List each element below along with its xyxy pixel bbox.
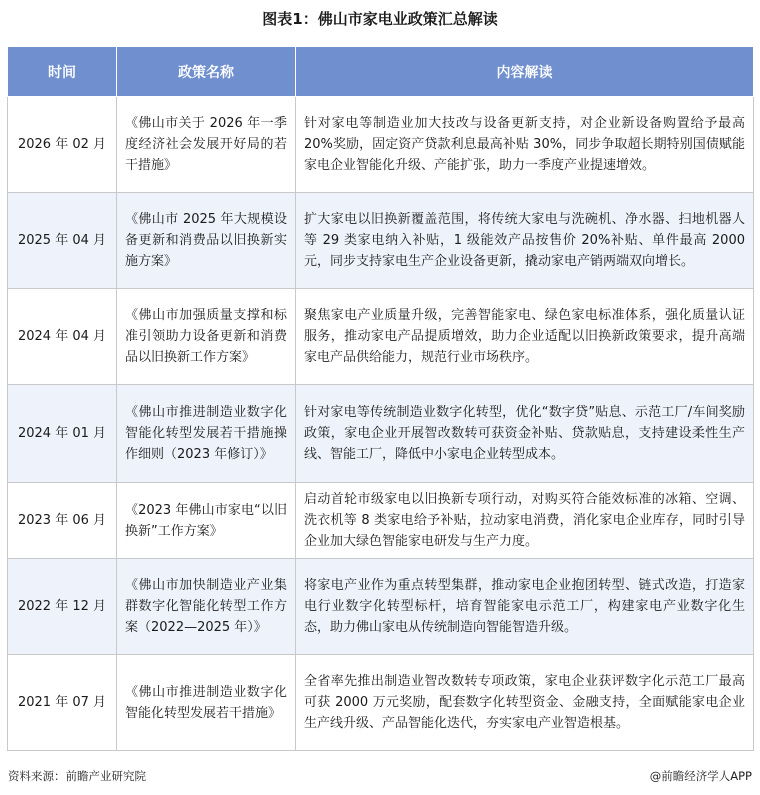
- cell-time: 2024 年 01 月: [8, 385, 117, 483]
- cell-policy-name: 《佛山市加强质量支撑和标准引领助力设备更新和消费品以旧换新工作方案》: [117, 289, 296, 385]
- cell-interpretation: 针对家电等传统制造业数字化转型，优化“数字贷”贴息、示范工厂/车间奖励政策，家电企业开展智改数转可获资金补贴、贷款贴息，支持建设柔性生产线、智能工厂，降低中小家电企业转型成本。: [296, 385, 754, 483]
- header-policy-name: 政策名称: [117, 47, 296, 97]
- header-interpretation: 内容解读: [296, 47, 754, 97]
- cell-time: 2023 年 06 月: [8, 483, 117, 559]
- cell-time: 2022 年 12 月: [8, 559, 117, 655]
- table-row: [8, 655, 754, 751]
- cell-interpretation: 针对家电等制造业加大技改与设备更新支持，对企业新设备购置给予最高 20%奖励，固定资产贷款利息最高补贴 30%，同步争取超长期特别国债赋能家电企业智能化升级、产能扩张，助力一季度产业提速增效。: [296, 97, 754, 193]
- cell-interpretation: 将家电产业作为重点转型集群，推动家电企业抱团转型、链式改造，打造家电行业数字化转型标杆，培育智能家电示范工厂，构建家电产业数字化生态，助力佛山家电从传统制造向智能智造升级。: [296, 559, 754, 655]
- cell-policy-name: 《佛山市 2025 年大规模设备更新和消费品以旧换新实施方案》: [117, 193, 296, 289]
- cell-time: 2025 年 04 月: [8, 193, 117, 289]
- table-row: [8, 97, 754, 193]
- cell-time: 2021 年 07 月: [8, 655, 117, 751]
- cell-policy-name: 《佛山市加快制造业产业集群数字化智能化转型工作方案（2022—2025 年）》: [117, 559, 296, 655]
- cell-policy-name: 《佛山市推进制造业数字化智能化转型发展若干措施操作细则（2023 年修订）》: [117, 385, 296, 483]
- cell-policy-name: 《佛山市关于 2026 年一季度经济社会发展开好局的若干措施》: [117, 97, 296, 193]
- cell-policy-name: 《2023 年佛山市家电“以旧换新”工作方案》: [117, 483, 296, 559]
- brand-credit: [650, 768, 752, 784]
- header-time: 时间: [8, 47, 117, 97]
- source-note: 资料来源：前瞻产业研究院: [8, 769, 146, 783]
- table-row: [8, 385, 754, 483]
- cell-interpretation: 全省率先推出制造业智改数转专项政策，家电企业获评数字化示范工厂最高可获 2000 万元奖励，配套数字化转型资金、金融支持，全面赋能家电企业生产线升级、产品智能化迭代，夯实家电产业智造根基。: [296, 655, 754, 751]
- cell-interpretation: 聚焦家电产业质量升级，完善智能家电、绿色家电标准体系，强化质量认证服务，推动家电产品提质增效，助力企业适配以旧换新政策要求，提升高端家电产品供给能力，规范行业市场秩序。: [296, 289, 754, 385]
- table-header-row: [8, 47, 754, 97]
- table-row: [8, 289, 754, 385]
- cell-interpretation: 启动首轮市级家电以旧换新专项行动，对购买符合能效标准的冰箱、空调、洗衣机等 8 类家电给予补贴，拉动家电消费，消化家电企业库存，同时引导企业加大绿色智能家电研发与生产力度。: [296, 483, 754, 559]
- cell-policy-name: 《佛山市推进制造业数字化智能化转型发展若干措施》: [117, 655, 296, 751]
- cell-interpretation: 扩大家电以旧换新覆盖范围，将传统大家电与洗碗机、净水器、扫地机器人等 29 类家电纳入补贴，1 级能效产品按售价 20%补贴、单件最高 2000 元，同步支持家电生产企业设备更新，撬动家电产销两端双向增长。: [296, 193, 754, 289]
- cell-time: 2024 年 04 月: [8, 289, 117, 385]
- cell-time: 2026 年 02 月: [8, 97, 117, 193]
- brand-credit-text: @前瞻经济学人APP: [649, 769, 752, 783]
- table-row: [8, 483, 754, 559]
- chart-title: 图表1：佛山市家电业政策汇总解读: [262, 10, 498, 28]
- policy-table: [7, 46, 754, 751]
- table-row: [8, 559, 754, 655]
- table-row: [8, 193, 754, 289]
